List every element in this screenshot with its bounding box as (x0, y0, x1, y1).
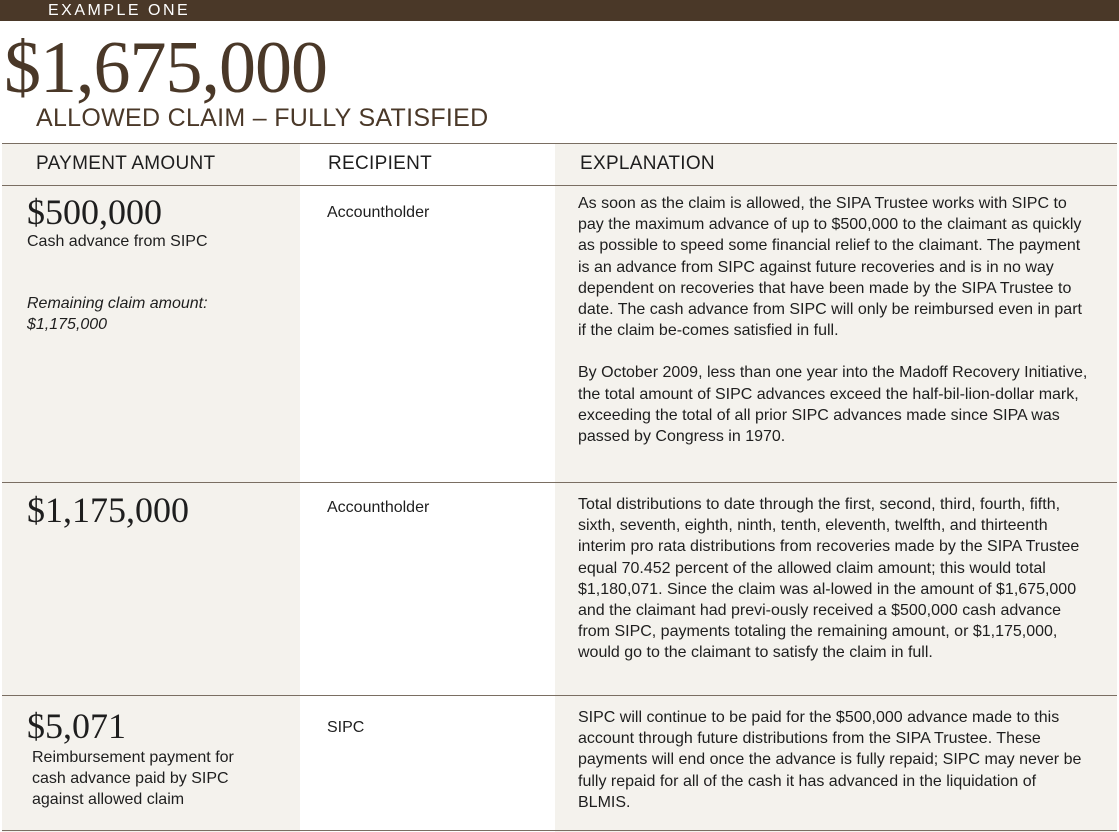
row-2-explanation (578, 494, 1092, 664)
claim-status: ALLOWED CLAIM – FULLY SATISFIED (36, 104, 489, 132)
claim-amount: $1,675,000 (4, 27, 327, 109)
explanation-paragraph: SIPC will continue to be paid for the $500,000 advance made to this account through future distributions from the SIPA Trustee. These payments will end once the advance is fully repaid; SIPC may never be fully repaid for all of the cash it has advanced in the liquidation of BLMIS. (578, 709, 1082, 811)
row-3-recipient: SIPC (327, 719, 365, 736)
row-2-recipient: Accountholder (327, 499, 430, 516)
row-3-amount-note: Reimbursement payment for cash advance paid by SIPC against allowed claim (32, 749, 234, 808)
column-header-explanation: EXPLANATION (580, 153, 715, 174)
row-1-amount-note: Cash advance from SIPC (27, 233, 208, 250)
payment-table (0, 143, 1119, 832)
row-1-remaining-label: Remaining claim amount: (27, 295, 208, 312)
top-banner (0, 0, 1119, 21)
column-header-payment: PAYMENT AMOUNT (36, 153, 216, 174)
row-2-amount: $1,175,000 (27, 490, 189, 530)
table-bottom-rule (2, 830, 1117, 831)
row-divider (2, 695, 1117, 696)
row-1-amount: $500,000 (27, 192, 162, 232)
table-top-rule (2, 143, 1117, 144)
row-3-amount: $5,071 (27, 706, 126, 746)
row-divider (2, 482, 1117, 483)
explanation-paragraph: By October 2009, less than one year into the Madoff Recovery Initiative, the total amount of SIPC advances exceed the half-bil-lion-dollar mark, exceeding the total of all prior SIPC advances made since SIPA was passed by Congress in 1970. (578, 364, 1088, 446)
row-1-remaining-value: $1,175,000 (27, 316, 108, 333)
example-label: EXAMPLE ONE (48, 2, 191, 19)
header-rule (2, 185, 1117, 186)
column-header-recipient: RECIPIENT (328, 153, 433, 174)
row-3-explanation (578, 707, 1092, 813)
explanation-paragraph: Total distributions to date through the first, second, third, fourth, fifth, sixth, seventh, eighth, ninth, tenth, eleventh, twelfth, and thirteenth interim pro rata distributions from recoveries made by the SIPA Trustee equal 70.452 percent of the allowed claim amount; this would total $1,180,071. Since the claim was al-lowed in the amount of $1,675,000 and the claimant had previ-ously received a $500,000 cash advance from SIPC, payments totaling the remaining amount, or $1,175,000, would go to the claimant to satisfy the claim in full. (578, 496, 1080, 662)
explanation-paragraph: As soon as the claim is allowed, the SIPA Trustee works with SIPC to pay the maximum advance of up to $500,000 to the claimant as quickly as possible to speed some financial relief to the claimant. The payment is an advance from SIPC against future recoveries and is in no way dependent on recoveries that have been made by the SIPA Trustee to date. The cash advance from SIPC will only be reimbursed even in part if the claim be-comes satisfied in full. (578, 195, 1082, 340)
row-1-explanation (578, 193, 1092, 447)
row-1-recipient: Accountholder (327, 204, 430, 221)
